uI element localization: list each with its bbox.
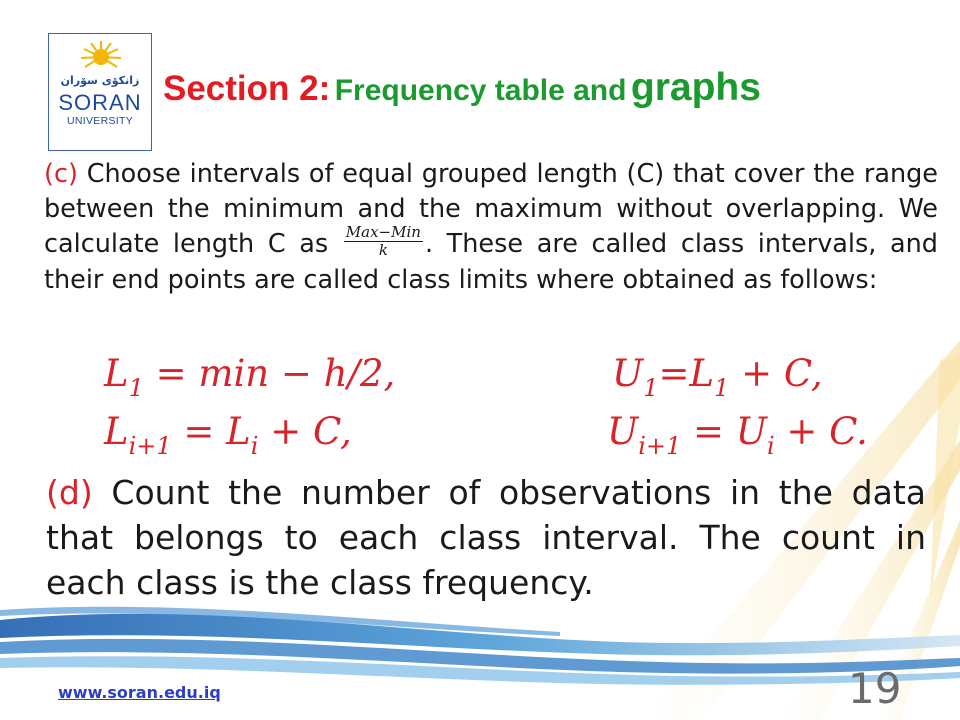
fraction-numerator: Max−Min — [345, 222, 421, 241]
page-number: 19 — [848, 664, 902, 713]
slide-title — [163, 66, 761, 110]
university-logo — [48, 33, 152, 151]
paragraph-d-text: Count the number of observations in the data that belongs to each class interval. The count in each class is the class frequency. — [46, 473, 926, 602]
title-section: Section 2: — [163, 69, 331, 108]
paragraph-d-label: (d) — [46, 473, 93, 512]
paragraph-c-label: (c) — [44, 159, 78, 189]
university-website-link[interactable]: www.soran.edu.iq — [58, 683, 221, 702]
fraction-formula — [344, 224, 423, 259]
paragraph-c-text: Choose intervals of equal grouped length (C) that cover the range between the minimum and the maximum without overlapping. We calculate length C as — [44, 159, 938, 259]
title-topic: Frequency table and — [334, 74, 627, 107]
formula-u1: $U_1=L_1 + C$, — [612, 352, 823, 402]
title-topic-end: graphs — [630, 66, 761, 109]
formula-l1: $L_1 = \min - h/2$, — [104, 352, 396, 402]
fraction-denominator: k — [378, 240, 388, 259]
formula-ui1: $U_{i+1} = U_i + C$. — [607, 410, 868, 460]
paragraph-c-text-after: . These are called class intervals, and their end points are called class limits where obtained as follows: — [44, 229, 938, 295]
logo-name: SORAN — [58, 90, 142, 115]
logo-subtitle: UNIVERSITY — [66, 115, 133, 127]
sun-emblem-icon — [79, 40, 123, 74]
formula-li1: $L_{i+1} = L_i + C$, — [104, 410, 352, 460]
paragraph-c — [44, 157, 938, 298]
logo-arabic-text: زانكۆی سۆران — [60, 74, 140, 87]
